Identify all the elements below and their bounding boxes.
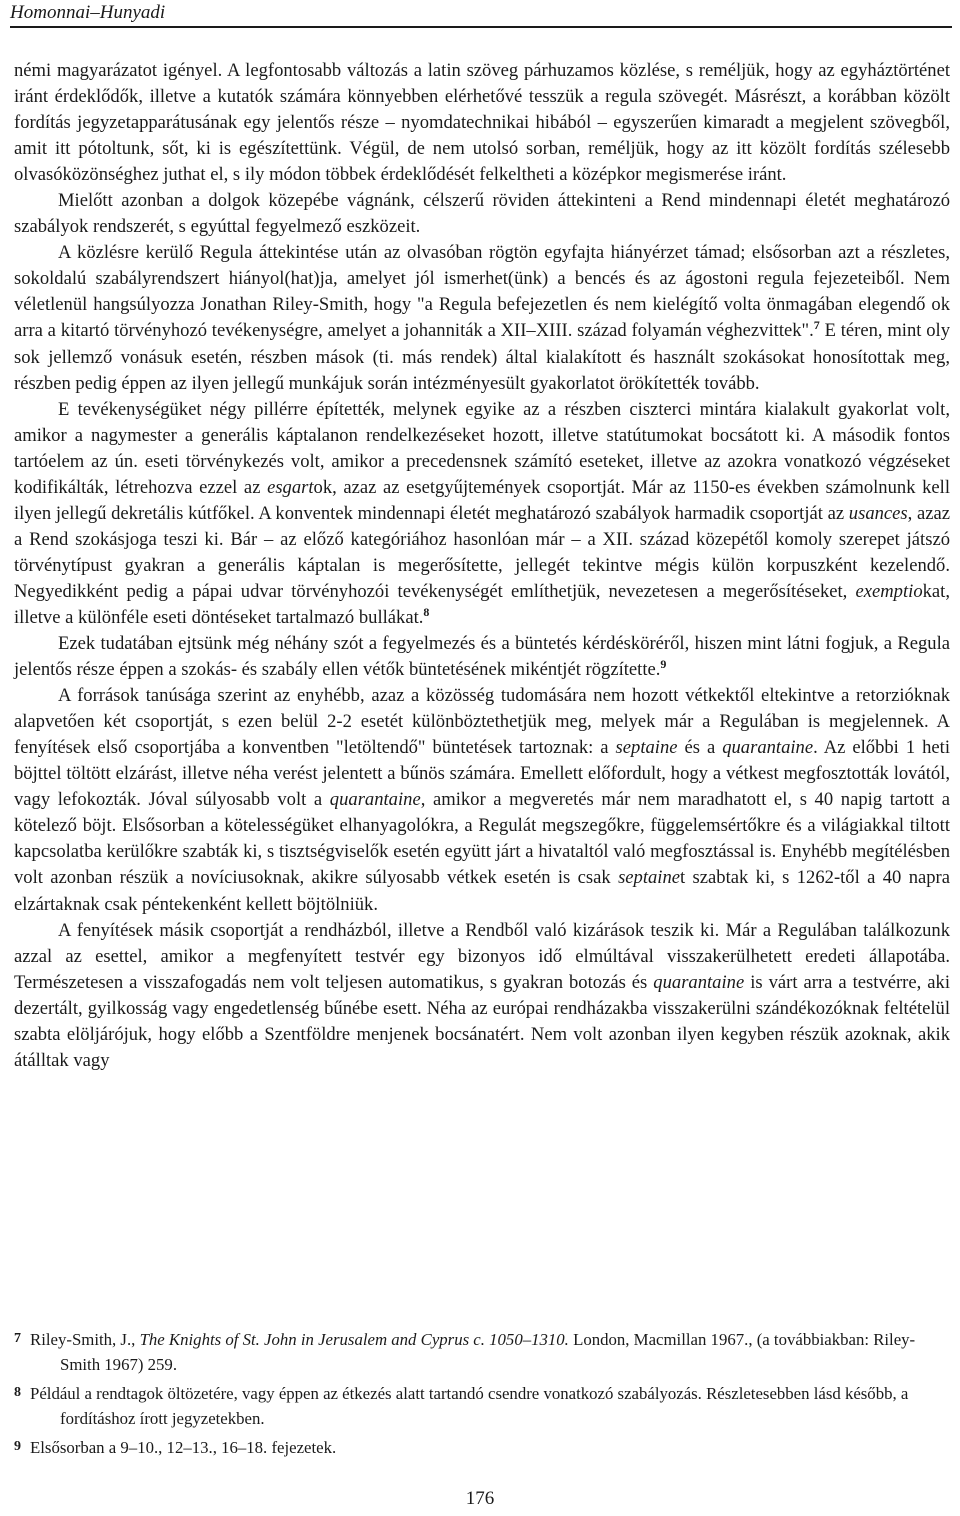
paragraph-3: A közlésre kerülő Regula áttekintése után az olvasóban rögtön egyfajta hiányérzet támad; elsősorban azt a részletes, sokoldalú szabályrendszert hiányol(hat)ja, amelyet jól ismerhet(ünk) a bencés és az ágostoni regula fejezeteiből. Nem véletlenül hangsúlyozza Jonathan Riley-Smith, hogy "a Regula befejezetlen és nem kielégítő volta önmagában elegendő ok arra a kitartó törvényhozó tevékenységre, amelyet a johanniták a XII–XIII. század folyamán véghezvittek".$^7$ E téren, mint oly sok jellemző vonásuk esetén, részben mások (ti. más rendek) által kialakított és használt szokásokat honosítottak meg, részben pedig éppen az ilyen jellegű munkájuk során intézményesült gyakorlatot örökítették tovább. — [14, 242, 950, 394]
paragraph-5: Ezek tudatában ejtsünk még néhány szót a fegyelmezés és a büntetés kérdésköréről, hiszen mint látni fogjuk, a Regula jelentős része éppen a szokás- és szabály ellen vétők büntetésének mikéntjét rögzítette.$^9$ — [14, 633, 950, 681]
paragraph-4: E tevékenységüket négy pillérre építették, melynek egyike az a részben ciszterci mintára kialakult gyakorlat volt, amikor a nagymester a generális káptalanon rendelkezéseket hozott, illetve statútumokat bocsátott ki. A második fontos tartóelem az ún. eseti törvénykezés volt, amikor a precedensnek számító eseteket, illetve az azokra vonatkozó végzéseket kodifikálták, létrehozva ezzel az esgartok, azaz az esetgyűjtemények csoportját. Már az 1150-es években számolnunk kell ilyen jellegű dekretális kútfőkel. A konventek mindennapi életét meghatározó szabályok harmadik csoportját az usances, azaz a Rend szokásjoga teszi ki. Bár – az előző kategóriához hasonlóan már – a XII. század közepétől komoly szerepet játszó törvénytípust gyakran a generális káptalan is megerősítette, jellegét tekintve mégis külön korpuszként kezelendő. Negyedikként pedig a pápai udvar törvényhozói tevékenységét említhetjük, nevezetesen a megerősítéseket, exemptiokat, illetve a különféle eseti döntéseket tartalmazó bullákat.$^8$ — [14, 398, 950, 628]
running-header — [10, 2, 952, 28]
paragraph-2: Mielőtt azonban a dolgok közepébe vágnánk, célszerű röviden áttekinteni a Rend mindennapi életét meghatározó szabályok rendszerét, s egyúttal fegyelmező eszközeit. — [14, 190, 950, 238]
paragraph-6: A források tanúsága szerint az enyhébb, azaz a közösség tudomására nem hozott vétkektől eltekintve a retorzióknak alapvetően két csoportját, s ezen belül 2-2 esetét különböztethetjük meg, melyek már a Regulában is megjelennek. A fenyítések első csoportjába a konventben "letöltendő" büntetések tartoznak: a septaine és a quarantaine. Az előbbi 1 heti böjttel töltött elzárást, illetve néha verést jelentett a bűnös számára. Emellett előfordult, hogy a vétkest megfosztották lovától, vagy lefokozták. Jóval súlyosabb volt a quarantaine, amikor a megveretés már nem maradhatott el, s 40 napig tartott a kötelező böjt. Elsősorban a kötelességüket elhanyagolókra, a Regulát megszegőkre, függelemsértőkre és a világiakkal tiltott kapcsolatba kerülőkre szabták ki, s tisztségviselők esetén együtt járt a hivataltól való megfosztással is. Enyhébb megítélésben volt azonban részük a novíciusoknak, akikre súlyosabb vétkek esetén is csak septainet szabtak ki, s 1262-től a 40 napra elzártaknak csak péntekenként kellett böjtölniük. — [14, 685, 950, 915]
footnote-9: 9 Elsősorban a 9–10., 12–13., 16–18. fejezetek. — [14, 1438, 337, 1458]
paragraph-7: A fenyítések másik csoportját a rendházból, illetve a Rendből való kizárások teszik ki. Már a Regulában találkozunk azzal az esettel, amikor a megfenyített testvér egy bizonyos idő elmúltával visszakerülhetett eredeti állapotába. Természetesen a visszafogadás nem volt teljesen automatikus, s gyakran botozás és quarantaine is várt arra a testvérre, aki dezertált, gyilkosság vagy engedetlenség bűnébe esett. Néha az európai rendházakba visszakerülni szándékozóknak feltételül szabta elöljárójuk, hogy előbb a Szentföldre menjenek bocsánatért. Nem volt azonban ilyen kegyben részük azoknak, akik átálltak vagy — [14, 919, 950, 1071]
page-number: 176 — [465, 1488, 495, 1509]
footnote-ref-8[interactable]: 8 — [423, 604, 430, 619]
footnote-ref-9[interactable]: 9 — [660, 656, 667, 671]
running-header-title: Homonnai–Hunyadi — [10, 2, 166, 23]
footnote-7: 7 Riley-Smith, J., The Knights of St. John in Jerusalem and Cyprus c. 1050–1310. London, Macmillan 1967., (a továbbiakban: Riley-Smith 1967) 259. — [14, 1330, 916, 1374]
paragraph-1: némi magyarázatot igényel. A legfontosabb változás a latin szöveg párhuzamos közlése, s reméljük, hogy az egyháztörténet iránt érdeklődők, illetve a kutatók számára könnyebben elérhetővé tesszük a regula szövegét. Másrészt, a korábban közölt fordítás jegyzetapparátusának egy jelentős része – nyomdatechnikai hibából – egyszerűen kimaradt a megjelent szövegből, amit itt pótoltunk, sőt, ki is egészítettünk. Végül, de nem utolsó sorban, reméljük, hogy az itt közölt fordítás szélesebb olvasóközönséghez juthat el, s ily módon többek érdeklődését felkeltheti a középkor megismerése iránt. — [14, 60, 950, 186]
footnote-ref-7[interactable]: 7 — [813, 318, 820, 333]
footnotes — [14, 1327, 950, 1461]
main-text — [14, 58, 950, 1074]
footnote-8: 8 Például a rendtagok öltözetére, vagy éppen az étkezés alatt tartandó csendre vonatkozó szabályozás. Részletesebben lásd később, a fordításhoz írott jegyzetekben. — [14, 1384, 909, 1428]
